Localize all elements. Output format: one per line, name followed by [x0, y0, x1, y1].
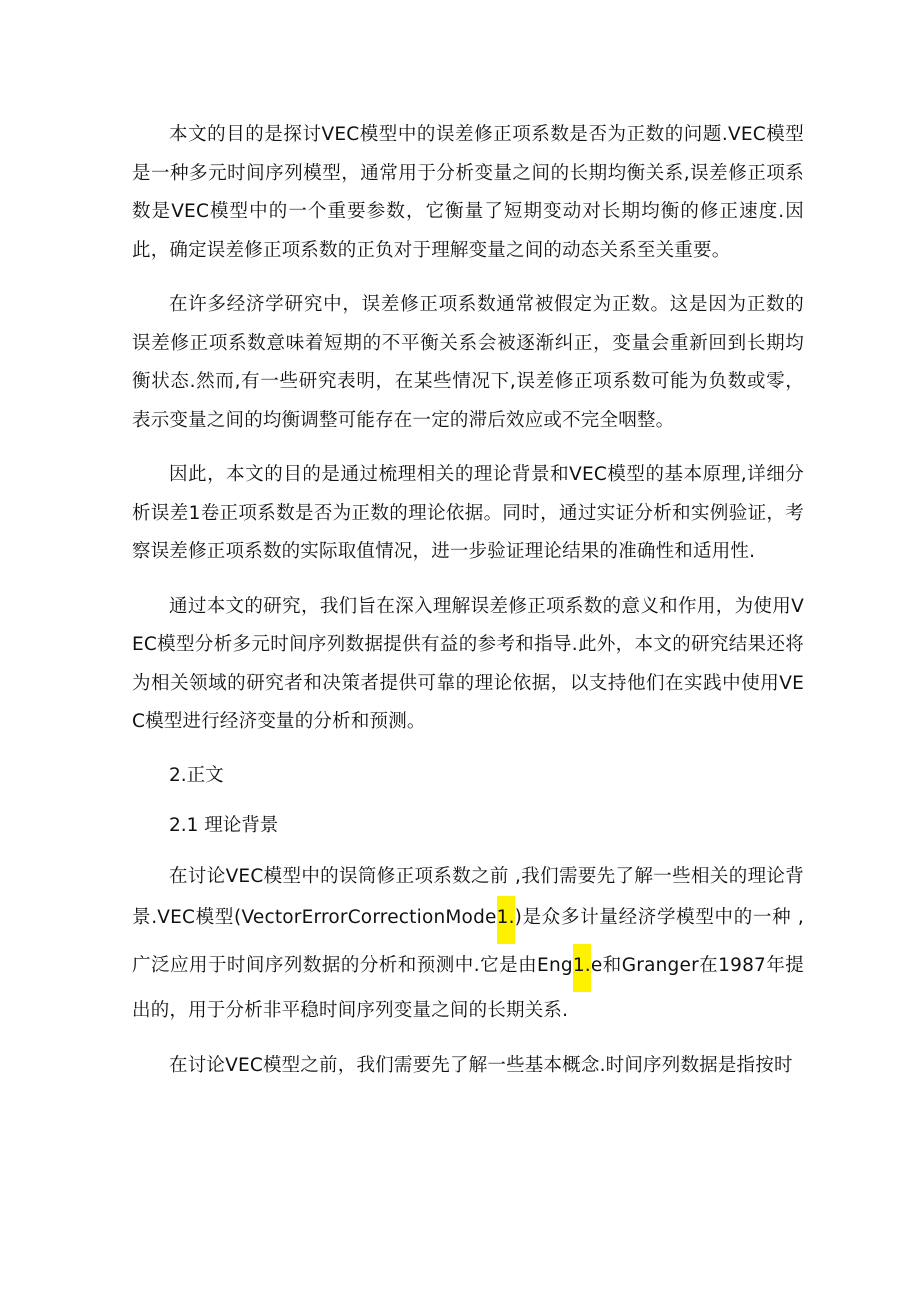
paragraph-theory-background: [132, 858, 804, 1031]
paragraph-basic-concepts: 在讨论VEC模型之前，我们需要先了解一些基本概念.时间序列数据是指按时: [169, 1054, 793, 1076]
paragraph-significance: 通过本文的研究，我们旨在深入理解误差修正项系数的意义和作用，为使用VEC模型分析多元时间序列数据提供有益的参考和指导.此外，本文的研究结果还将为相关领域的研究者和决策者提供可靠的理论依据，以支持他们在实践中使用VEC模型进行经济变量的分析和预测。: [132, 595, 804, 732]
paragraph-text-part: e和Granger在1987年提出的，用于分析非平稳时间序列变量之间的长期关系.: [132, 955, 804, 1021]
section-heading: 2.正文: [169, 764, 224, 786]
paragraph-text-part: )是众多计量经济学模型中的一种 ,广泛应用于时间序列数据的分析和预测中.它是由Eng: [132, 907, 804, 976]
paragraph-text-part: 在讨论VEC模型中的误筒修正项系数之前 ,我们需要先了解一些相关的理论背景.VEC模型(VectorErrorCorrectionMode: [132, 865, 804, 928]
paragraph-assumption: 在许多经济学研究中，误差修正项系数通常被假定为正数。这是因为正数的误差修正项系数意味着短期的不平衡关系会被逐渐纠正，变量会重新回到长期均衡状态.然而,有一些研究表明，在某些情况下,误差修正项系数可能为负数或零，表示变量之间的均衡调整可能存在一定的滞后效应或不完全咽整。: [132, 294, 804, 431]
paragraph-objective: 因此，本文的目的是通过梳理相关的理论背景和VEC模型的基本原理,详细分析误差1卷正项系数是否为正数的理论依据。同时，通过实证分析和实例验证，考察误差修正项系数的实际取值情况，进一步验证理论结果的准确性和适用性.: [132, 464, 804, 562]
highlight-mark: 1.: [573, 944, 591, 992]
paragraph-purpose: 本文的目的是探讨VEC模型中的误差修正项系数是否为正数的问题.VEC模型是一种多元时间序列模型，通常用于分析变量之间的长期均衡关系,误差修正项系数是VEC模型中的一个重要参数，它衡量了短期变动对长期均衡的修正速度.因此，确定误差修正项系数的正负对于理解变量之间的动态关系至关重要。: [132, 124, 804, 261]
highlight-mark: 1.: [497, 896, 515, 944]
subsection-heading: 2.1 理论背景: [169, 814, 279, 836]
document-body: [132, 116, 804, 1101]
